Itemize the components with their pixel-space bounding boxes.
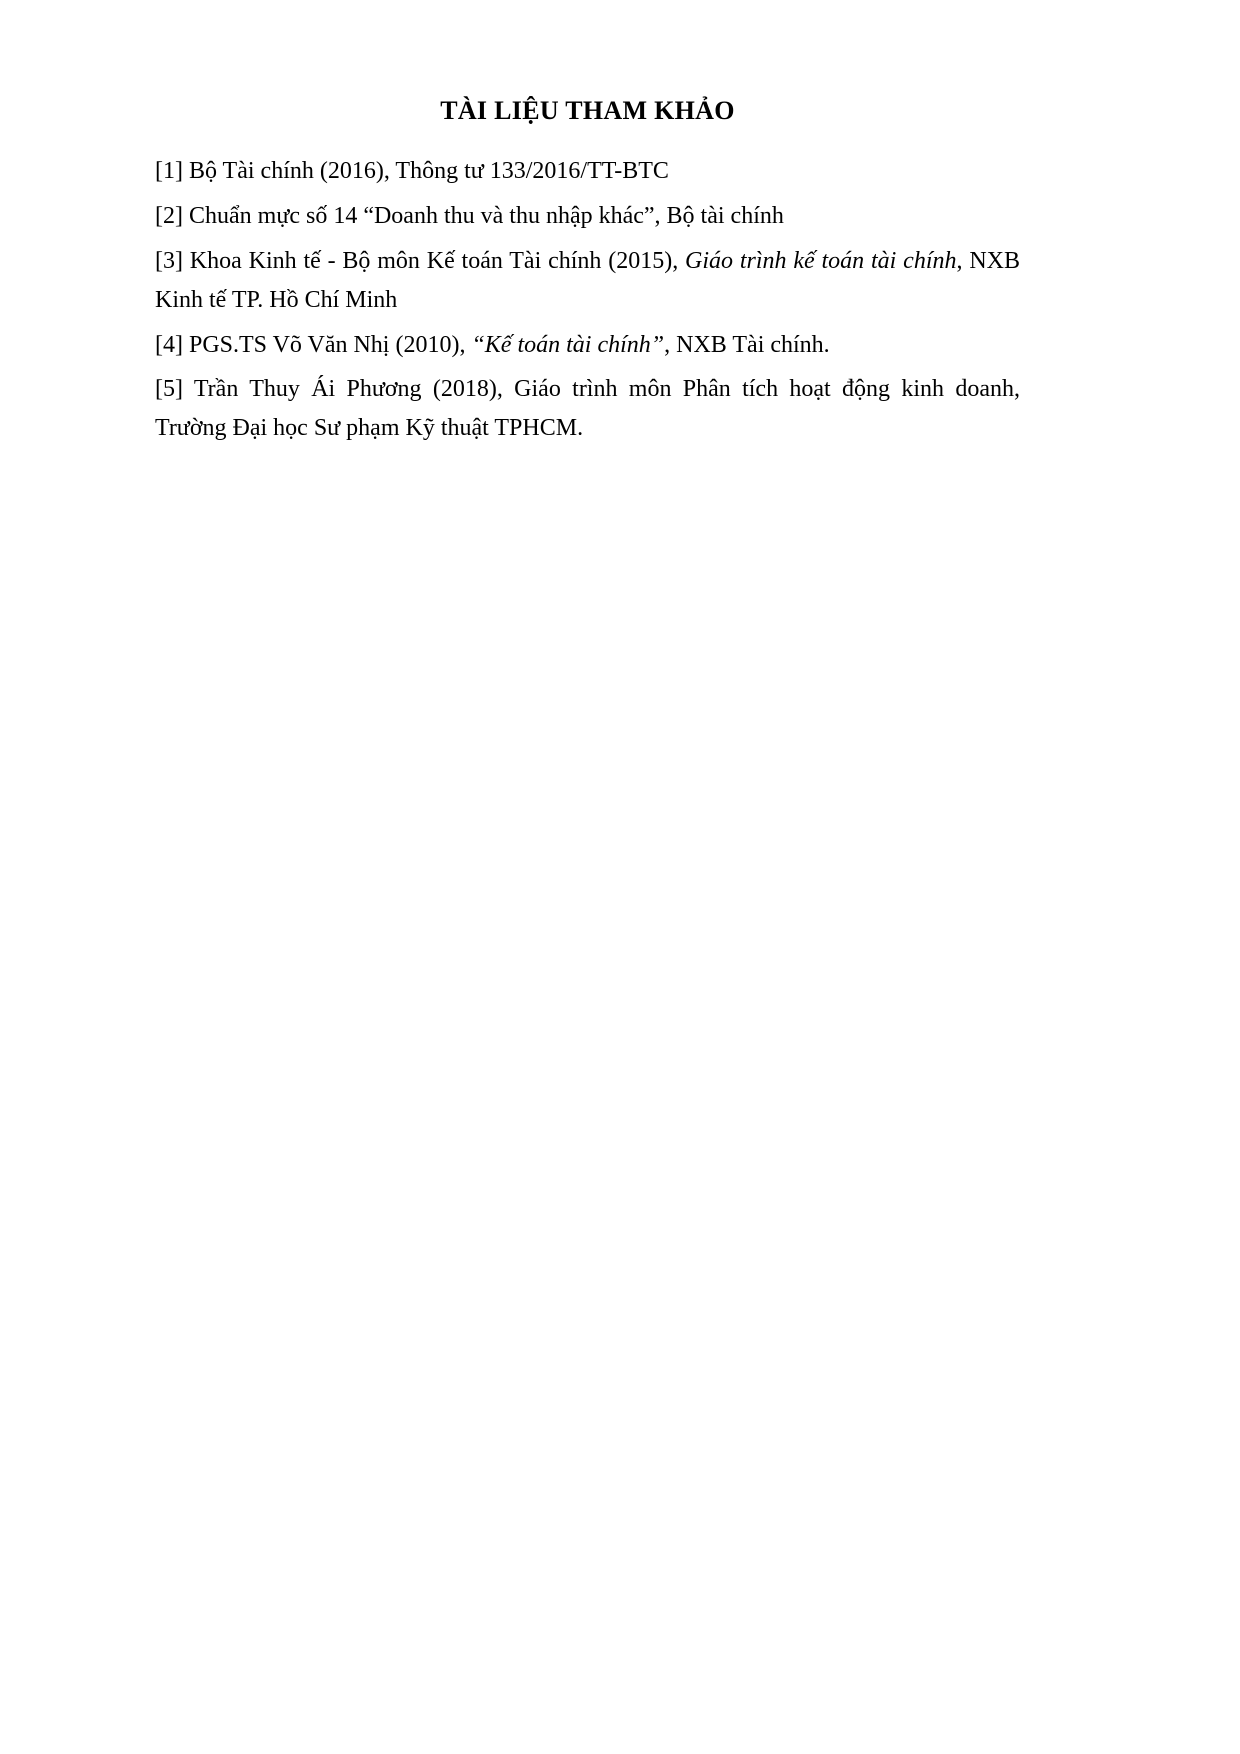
reference-text: [3] Khoa Kinh tế - Bộ môn Kế toán Tài chính (2015), bbox=[155, 247, 686, 274]
reference-list bbox=[155, 152, 1020, 448]
reference-text: [2] Chuẩn mực số 14 “Doanh thu và thu nhập khác”, Bộ tài chính bbox=[155, 202, 784, 229]
reference-text: [5] Trần Thuy Ái Phương (2018), Giáo trình môn Phân tích hoạt động kinh doanh, Trường Đại học Sư phạm Kỹ thuật TPHCM. bbox=[155, 376, 1020, 442]
page-title: TÀI LIỆU THAM KHẢO bbox=[440, 96, 735, 125]
document-body bbox=[155, 96, 1020, 454]
reference-text: , NXB Tài chính. bbox=[664, 331, 830, 358]
reference-text: , NXB Kinh tế TP. Hồ Chí Minh bbox=[155, 247, 1020, 313]
reference-text: [1] Bộ Tài chính (2016), Thông tư 133/2016/TT-BTC bbox=[155, 158, 669, 184]
reference-title-italic: Giáo trình kế toán tài chính bbox=[685, 247, 957, 274]
reference-title-italic: “Kế toán tài chính” bbox=[471, 331, 665, 358]
list-item bbox=[155, 152, 1020, 191]
list-item bbox=[155, 326, 1020, 365]
list-item bbox=[155, 197, 1020, 236]
list-item bbox=[155, 242, 1020, 320]
list-item bbox=[155, 370, 1020, 448]
reference-text: [4] PGS.TS Võ Văn Nhị (2010), bbox=[155, 331, 472, 358]
